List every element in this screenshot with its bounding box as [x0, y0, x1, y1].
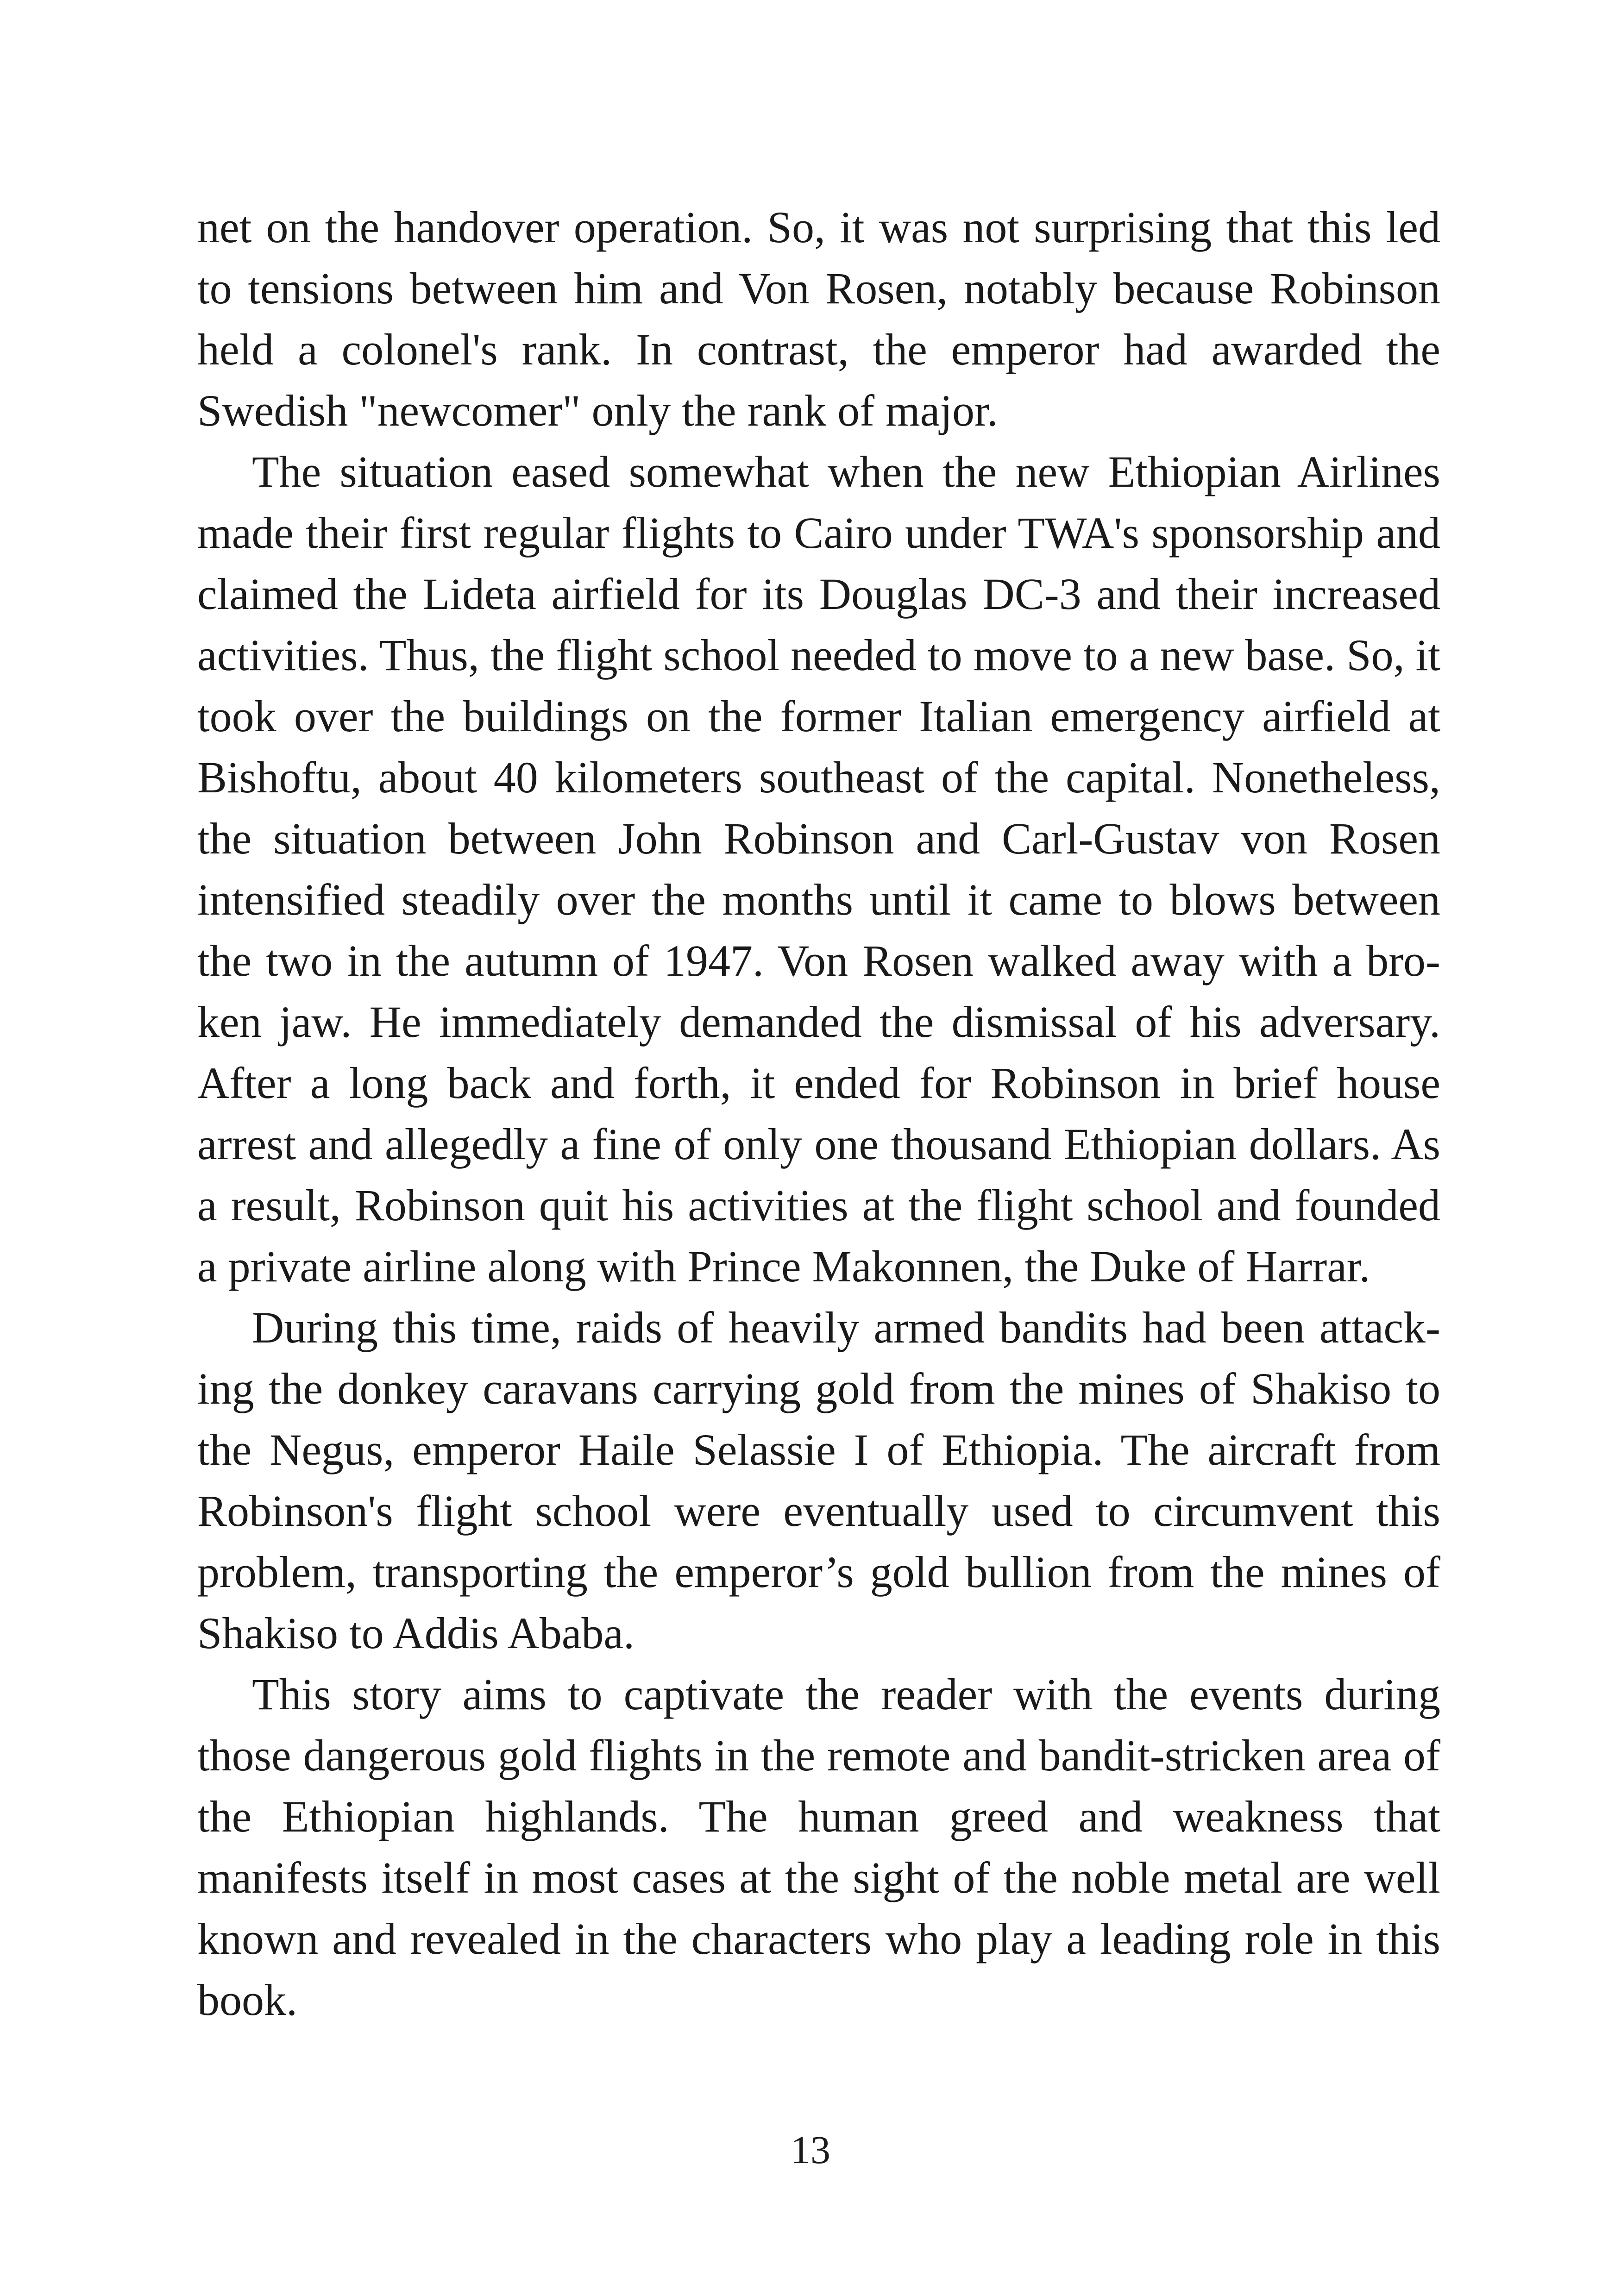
paragraph-4: This story aims to captivate the reader with the events during those dangerous gold flights in the remote and bandit-stricken area of the Ethiopian highlands. The human greed and weakness that manifests itself in most cases at the sight of the noble metal are well known and revealed in the characters who play a leading role in this book.	[197, 1669, 1440, 2025]
body-text	[197, 197, 1440, 2031]
paragraph-3: During this time, raids of heavily armed bandits had been attacking the donkey caravans carrying gold from the mines of Shakiso to the Negus, emperor Haile Selassie I of Ethiopia. The aircraft from Robinson's flight school were eventually used to circumvent this problem, transporting the emperor’s gold bullion from the mines of Shakiso to Addis Ababa.	[197, 1303, 1440, 1658]
page-number: 13	[791, 2127, 830, 2172]
paragraph-1: net on the handover operation. So, it was not surprising that this led to tensions between him and Von Rosen, notably because Robinson held a colonel's rank. In contrast, the emperor had awarded the Swedish "newcomer" only the rank of major.	[197, 202, 1440, 435]
paragraph-2: The situation eased somewhat when the new Ethiopian Airlines made their first regular flights to Cairo under TWA's sponsorship and claimed the Lideta airfield for its Douglas DC-3 and their increased activities. Thus, the flight school needed to move to a new base. So, it took over the buildings on the former Italian emergency airfield at Bishoftu, about 40 kilometers southeast of the capital. Nonetheless, the situation between John Robinson and Carl-Gustav von Rosen intensified steadily over the months until it came to blows between the two in the autumn of 1947. Von Rosen walked away with a broken jaw. He immediately demanded the dismissal of his adversary. After a long back and forth, it ended for Robinson in brief house arrest and allegedly a fine of only one thousand Ethiopian dollars. As a result, Robinson quit his activities at the flight school and founded a private airline along with Prince Makonnen, the Duke of Harrar.	[197, 447, 1440, 1291]
